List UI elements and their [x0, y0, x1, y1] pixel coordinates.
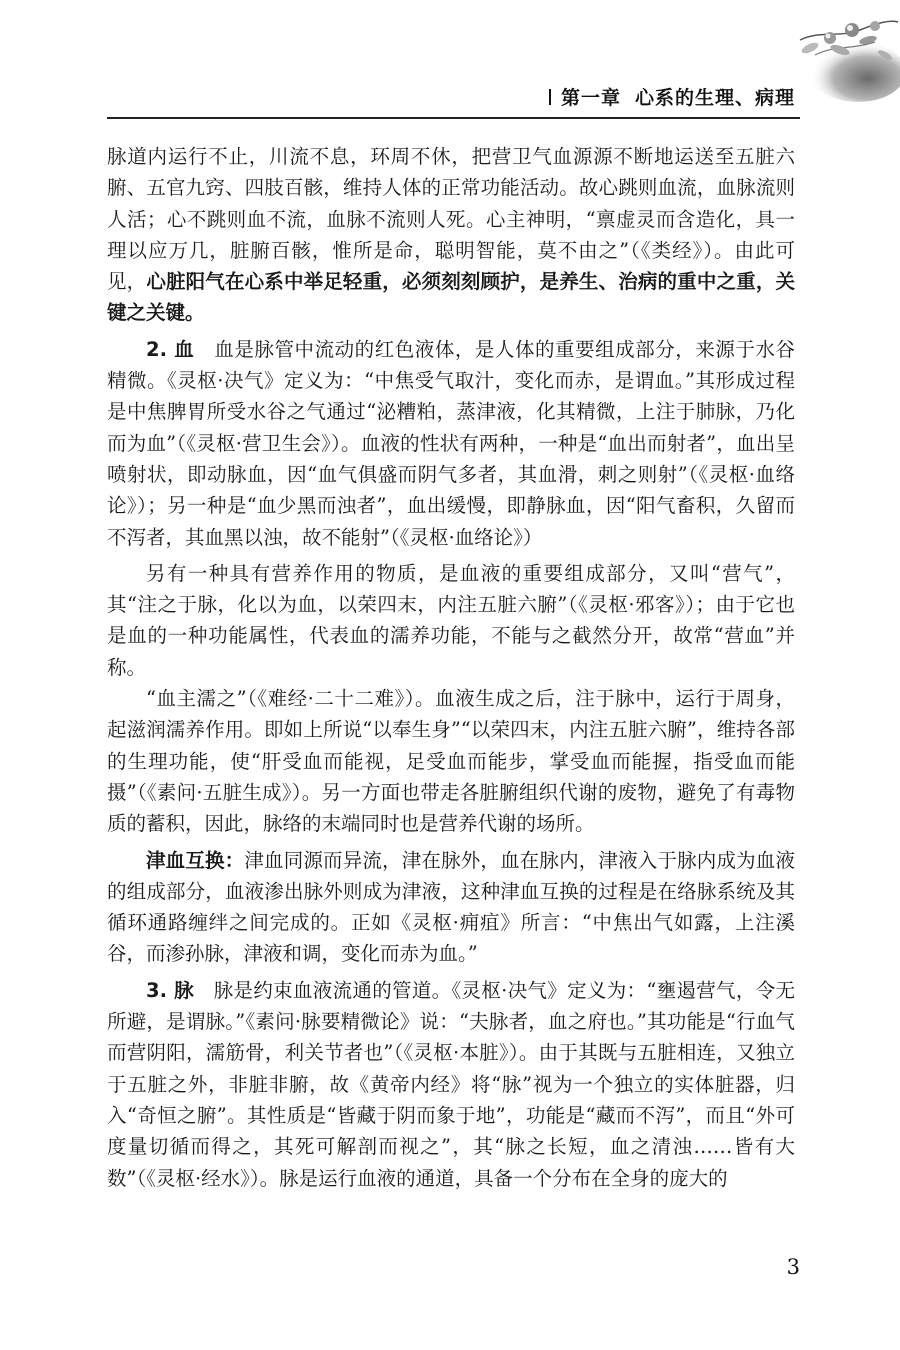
chapter-title: 心系的生理、病理: [634, 87, 795, 109]
paragraph-text: 血是脉管中流动的红色液体，是人体的重要组成部分，来源于水谷精微。《灵枢·决气》定义为：“中焦受气取汁，变化而赤，是谓血。”其形成过程是中焦脾胃所受水谷之气通过“泌糟粕，蒸津液，化其精微，上注于肺脉，乃化而为血”（《灵枢·营卫生会》）。血液的性状有两种，一种是“血出而射者”，血出呈喷射状，即动脉血，因“血气俱盛而阴气多者，其血滑，刺之则射”（《灵枢·血络论》）；另一种是“血少黑而浊者”，血出缓慢，即静脉血，因“阳气畜积，久留而不泻者，其血黑以浊，故不能射”（《灵枢·血络论》）: [107, 337, 795, 549]
body-text: [107, 141, 795, 1194]
running-header: [0, 0, 900, 120]
paragraph-nutrient-qi: [107, 558, 795, 683]
paragraph-heart-continuation: [107, 141, 795, 329]
chapter-number: 第一章: [560, 87, 621, 109]
page-number: 3: [786, 1255, 800, 1279]
chapter-header: [549, 83, 795, 110]
paragraph-blood-nourishes: [107, 683, 795, 839]
section-heading-vessels: 3. 脉: [146, 978, 194, 1002]
paragraph-text: 津血同源而异流，津在脉外，血在脉内，津液入于脉内成为血液的组成部分，血液渗出脉外则成为津液，这种津血互换的过程是在络脉系统及其循环通路缠绊之间完成的。正如《灵枢·痈疽》所言：“中焦出气如露，上注溪谷，而渗孙脉，津液和调，变化而赤为血。”: [107, 848, 795, 966]
section-heading-exchange: 津血互换：: [146, 848, 245, 872]
paragraph-text: 脉是约束血液流通的管道。《灵枢·决气》定义为：“壅遏营气，令无所避，是谓脉。”《素问·脉要精微论》说：“夫脉者，血之府也。”其功能是“行血气而营阴阳，濡筋骨，利关节者也”（《灵枢·本脏》）。由于其既与五脏相连，又独立于五脏之外，非脏非腑，故《黄帝内经》将“脉”视为一个独立的实体脏器，归入“奇恒之腑”。其性质是“皆藏于阴而象于地”，功能是“藏而不泻”，而且“外可度量切循而得之，其死可解剖而视之”，其“脉之长短，血之清浊……皆有大数”（《灵枢·经水》）。脉是运行血液的通道，具备一个分布在全身的庞大的: [107, 978, 795, 1190]
header-separator: [549, 89, 551, 105]
emphasis-text: 心脏阳气在心系中举足轻重，必须刻刻顾护，是养生、治病的重中之重，关键之关键。: [107, 270, 795, 325]
paragraph-text: “血主濡之”（《难经·二十二难》）。血液生成之后，注于脉中，运行于周身，起滋润濡养作用。即如上所说“以奉生身”“以荣四末，内注五脏六腑”，维持各部的生理功能，使“肝受血而能视，足受血而能步，掌受血而能握，指受血而能摄”（《素问·五脏生成》）。另一方面也带走各脏腑组织代谢的废物，避免了有毒物质的蓄积，因此，脉络的末端同时也是营养代谢的场所。: [107, 687, 795, 836]
paragraph-text: 脉道内运行不止，川流不息，环周不休，把营卫气血源源不断地运送至五脏六腑、五官九窍、四肢百骸，维持人体的正常功能活动。故心跳则血流，血脉流则人活；心不跳则血不流，血脉不流则人死。心主神明，“禀虚灵而含造化，具一理以应万几，脏腑百骸，惟所是命，聪明智能，莫不由之”（《类经》）。由此可见，: [107, 145, 795, 294]
floral-decoration-icon: [780, 0, 900, 110]
paragraph-vessels: [107, 975, 795, 1194]
paragraph-fluid-blood-exchange: [107, 845, 795, 970]
header-rule: [107, 117, 800, 119]
paragraph-blood: [107, 334, 795, 553]
paragraph-text: 另有一种具有营养作用的物质，是血液的重要组成部分，又叫“营气”，其“注之于脉，化以为血，以荣四末，内注五脏六腑”（《灵枢·邪客》）；由于它也是血的一种功能属性，代表血的濡养功能，不能与之截然分开，故常“营血”并称。: [107, 561, 795, 679]
section-heading-blood: 2. 血: [146, 337, 195, 361]
